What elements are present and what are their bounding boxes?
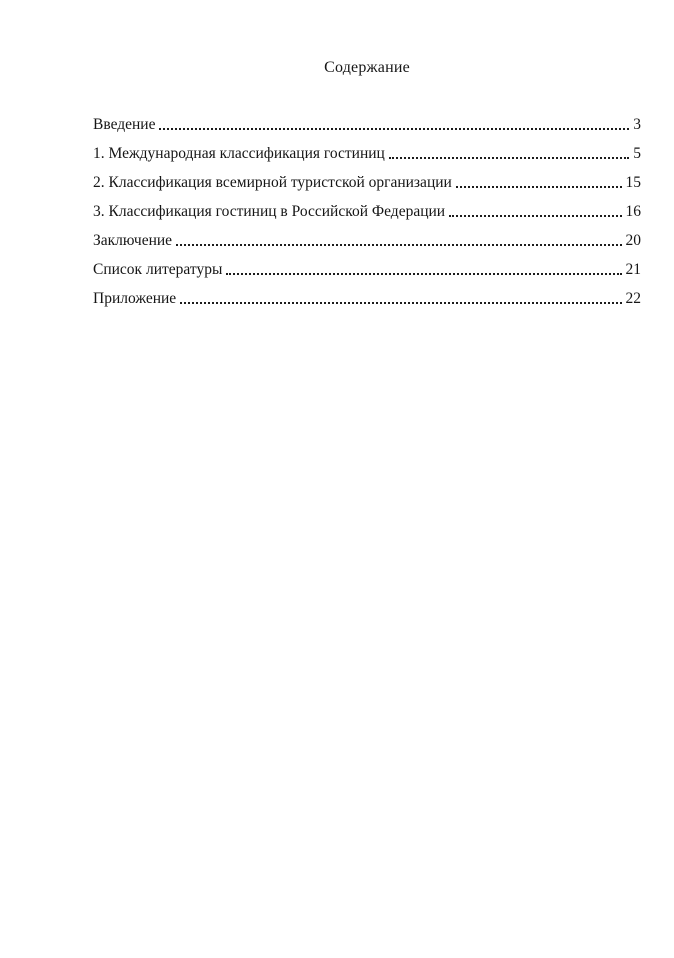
toc-entry	[93, 280, 641, 309]
toc-entry-page: 21	[625, 261, 641, 278]
toc-entry	[93, 106, 641, 135]
toc-entry	[93, 222, 641, 251]
toc-entry-label: Приложение	[93, 290, 177, 307]
toc-entry-label: 1. Международная классификация гостиниц	[93, 145, 385, 162]
toc-entry-label: 3. Классификация гостиниц в Российской Федерации	[93, 203, 446, 220]
page-content	[0, 0, 674, 309]
dot-leader	[456, 186, 622, 188]
toc-entry-page: 5	[633, 145, 641, 162]
toc-entry-label: Введение	[93, 116, 156, 133]
toc-entry-label: 2. Классификация всемирной туристской организации	[93, 174, 452, 191]
toc-entry-page: 20	[625, 232, 641, 249]
dot-leader	[449, 215, 621, 217]
toc-entry-page: 15	[625, 174, 641, 191]
dot-leader	[180, 302, 621, 304]
page-title: Содержание	[324, 59, 410, 76]
toc-entry	[93, 193, 641, 222]
toc-entry	[93, 135, 641, 164]
dot-leader	[389, 157, 629, 159]
toc-entry	[93, 164, 641, 193]
table-of-contents	[93, 106, 641, 309]
toc-entry-page: 3	[633, 116, 641, 133]
toc-entry-label: Список литературы	[93, 261, 223, 278]
dot-leader	[226, 273, 621, 275]
toc-entry-page: 22	[625, 290, 641, 307]
toc-entry	[93, 251, 641, 280]
dot-leader	[159, 128, 629, 130]
toc-entry-label: Заключение	[93, 232, 173, 249]
dot-leader	[176, 244, 621, 246]
toc-entry-page: 16	[625, 203, 641, 220]
